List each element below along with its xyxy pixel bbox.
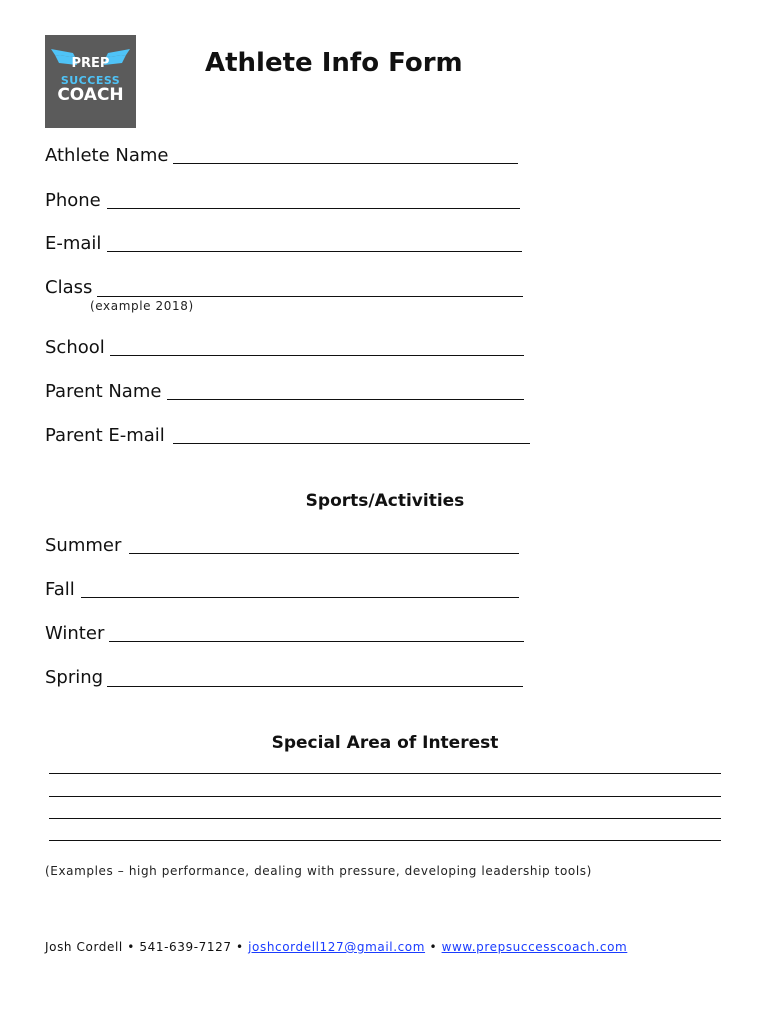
- class-label: Class: [45, 277, 93, 298]
- winter-label: Winter: [45, 623, 105, 644]
- footer-contact: [45, 940, 627, 954]
- parent-name-label: Parent Name: [45, 381, 162, 402]
- school-field[interactable]: [110, 355, 524, 356]
- summer-label: Summer: [45, 535, 122, 556]
- prep-success-coach-logo: [45, 35, 136, 128]
- email-field[interactable]: [107, 251, 522, 252]
- interest-examples: (Examples – high performance, dealing with pressure, developing leadership tools): [45, 864, 592, 878]
- interest-heading: Special Area of Interest: [271, 733, 499, 753]
- interest-line-4[interactable]: [49, 840, 721, 841]
- footer-separator: •: [429, 940, 438, 954]
- email-label: E-mail: [45, 233, 102, 254]
- phone-field[interactable]: [107, 208, 520, 209]
- winter-field[interactable]: [109, 641, 524, 642]
- class-hint: (example 2018): [90, 299, 194, 313]
- summer-field[interactable]: [129, 553, 519, 554]
- parent-email-field[interactable]: [173, 443, 530, 444]
- interest-line-1[interactable]: [49, 773, 721, 774]
- spring-field[interactable]: [107, 686, 523, 687]
- fall-field[interactable]: [81, 597, 519, 598]
- sports-heading: Sports/Activities: [305, 491, 465, 511]
- logo-success-text: SUCCESS: [60, 74, 121, 87]
- athlete-name-label: Athlete Name: [45, 145, 169, 166]
- fall-label: Fall: [45, 579, 75, 600]
- interest-line-3[interactable]: [49, 818, 721, 819]
- school-label: School: [45, 337, 105, 358]
- parent-name-field[interactable]: [167, 399, 524, 400]
- footer-email-link[interactable]: joshcordell127@gmail.com: [248, 940, 426, 954]
- class-field[interactable]: [97, 296, 523, 297]
- phone-label: Phone: [45, 190, 101, 211]
- parent-email-label: Parent E-mail: [45, 425, 165, 446]
- footer-name-phone: Josh Cordell • 541-639-7127 •: [45, 940, 244, 954]
- interest-line-2[interactable]: [49, 796, 721, 797]
- athlete-name-field[interactable]: [173, 163, 518, 164]
- form-title: Athlete Info Form: [205, 48, 463, 78]
- spring-label: Spring: [45, 667, 104, 688]
- footer-website-link[interactable]: www.prepsuccesscoach.com: [441, 940, 628, 954]
- logo-prep-text: PREP: [71, 56, 110, 71]
- logo-coach-text: COACH: [57, 85, 124, 105]
